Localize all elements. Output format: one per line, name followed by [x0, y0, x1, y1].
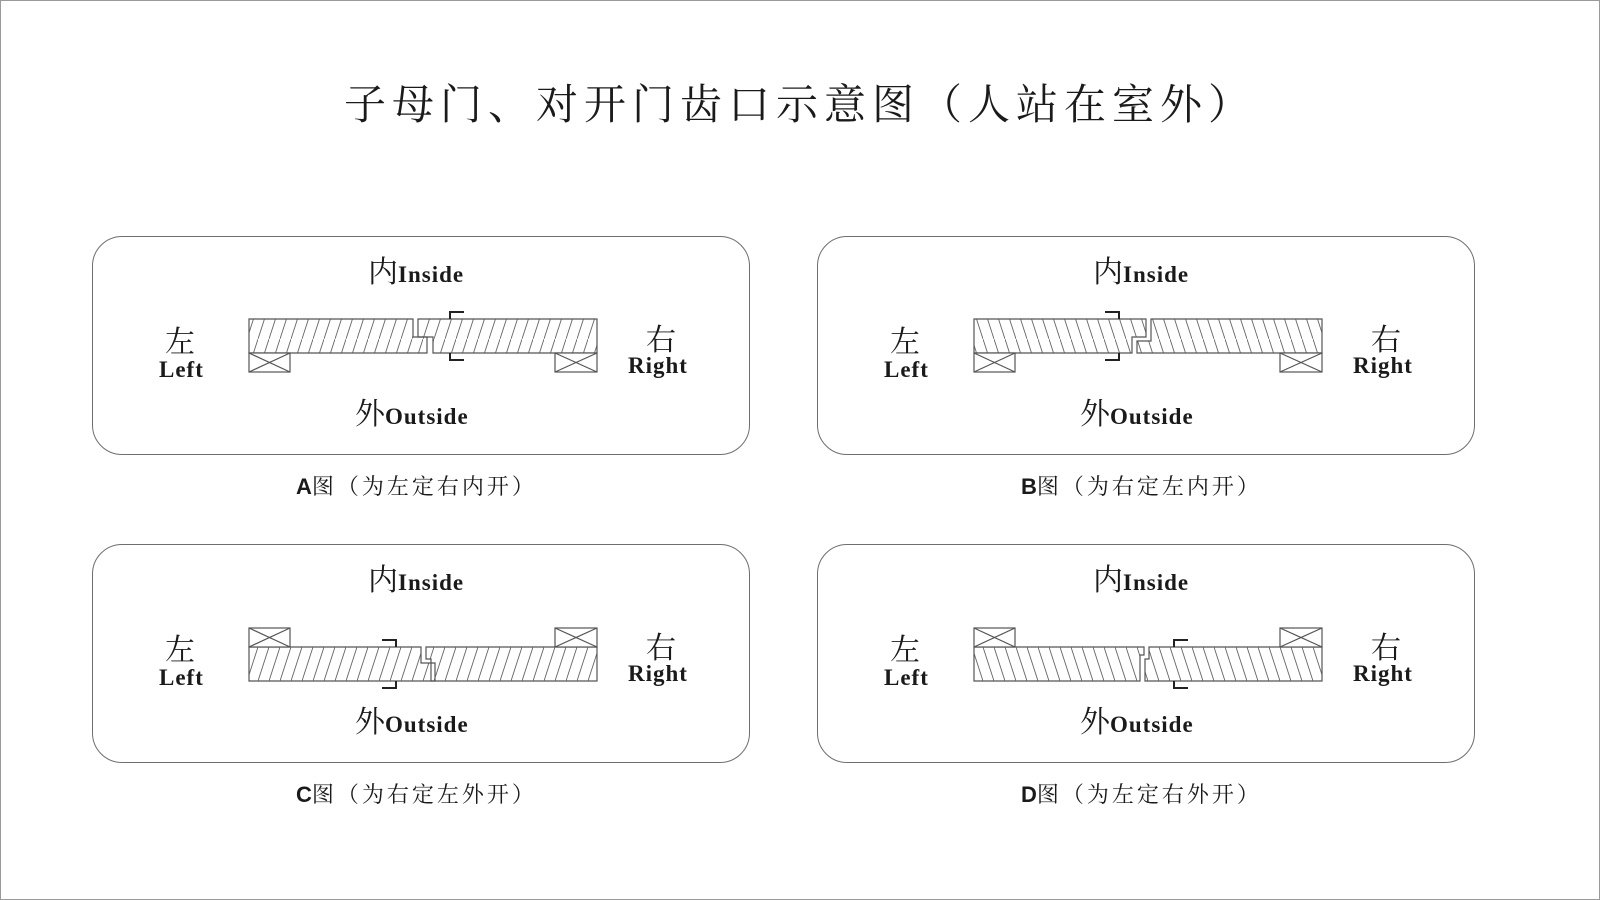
diagram-panel-d [817, 544, 1475, 763]
inside-label: 内Inside [1093, 255, 1190, 290]
caption-c: C图（为右定左外开） [296, 782, 537, 808]
outside-label: 外Outside [1080, 397, 1194, 432]
frame-box-right [1280, 353, 1322, 372]
diagram-panel-a [92, 236, 750, 455]
frame-box-right [555, 353, 597, 372]
frame-box-left [249, 353, 290, 372]
left-label-en: Left [884, 665, 929, 690]
diagram-panel-c [92, 544, 750, 763]
inside-label: 内Inside [368, 563, 465, 598]
left-label-cn: 左 [165, 633, 195, 668]
left-label-en: Left [159, 357, 204, 382]
right-label-en: Right [1353, 353, 1413, 378]
frame-box-left [249, 628, 290, 647]
caption-b: B图（为右定左内开） [1021, 474, 1262, 500]
left-label-cn: 左 [890, 325, 920, 360]
right-label-cn: 右 [646, 631, 676, 666]
outside-label: 外Outside [1080, 705, 1194, 740]
frame-box-right [1280, 628, 1322, 647]
right-label-cn: 右 [1371, 631, 1401, 666]
right-label-en: Right [1353, 661, 1413, 686]
left-label-en: Left [159, 665, 204, 690]
left-label-cn: 左 [165, 325, 195, 360]
left-label-en: Left [884, 357, 929, 382]
inside-label: 内Inside [368, 255, 465, 290]
right-label-cn: 右 [646, 323, 676, 358]
frame-box-left [974, 353, 1015, 372]
frame-box-right [555, 628, 597, 647]
left-label-cn: 左 [890, 633, 920, 668]
caption-a: A图（为左定右内开） [296, 474, 537, 500]
outside-label: 外Outside [355, 705, 469, 740]
frame-box-left [974, 628, 1015, 647]
right-label-cn: 右 [1371, 323, 1401, 358]
caption-d: D图（为左定右外开） [1021, 782, 1262, 808]
right-label-en: Right [628, 661, 688, 686]
outside-label: 外Outside [355, 397, 469, 432]
page-title: 子母门、对开门齿口示意图（人站在室外） [343, 80, 1256, 129]
inside-label: 内Inside [1093, 563, 1190, 598]
diagram-panel-b [817, 236, 1475, 455]
right-label-en: Right [628, 353, 688, 378]
